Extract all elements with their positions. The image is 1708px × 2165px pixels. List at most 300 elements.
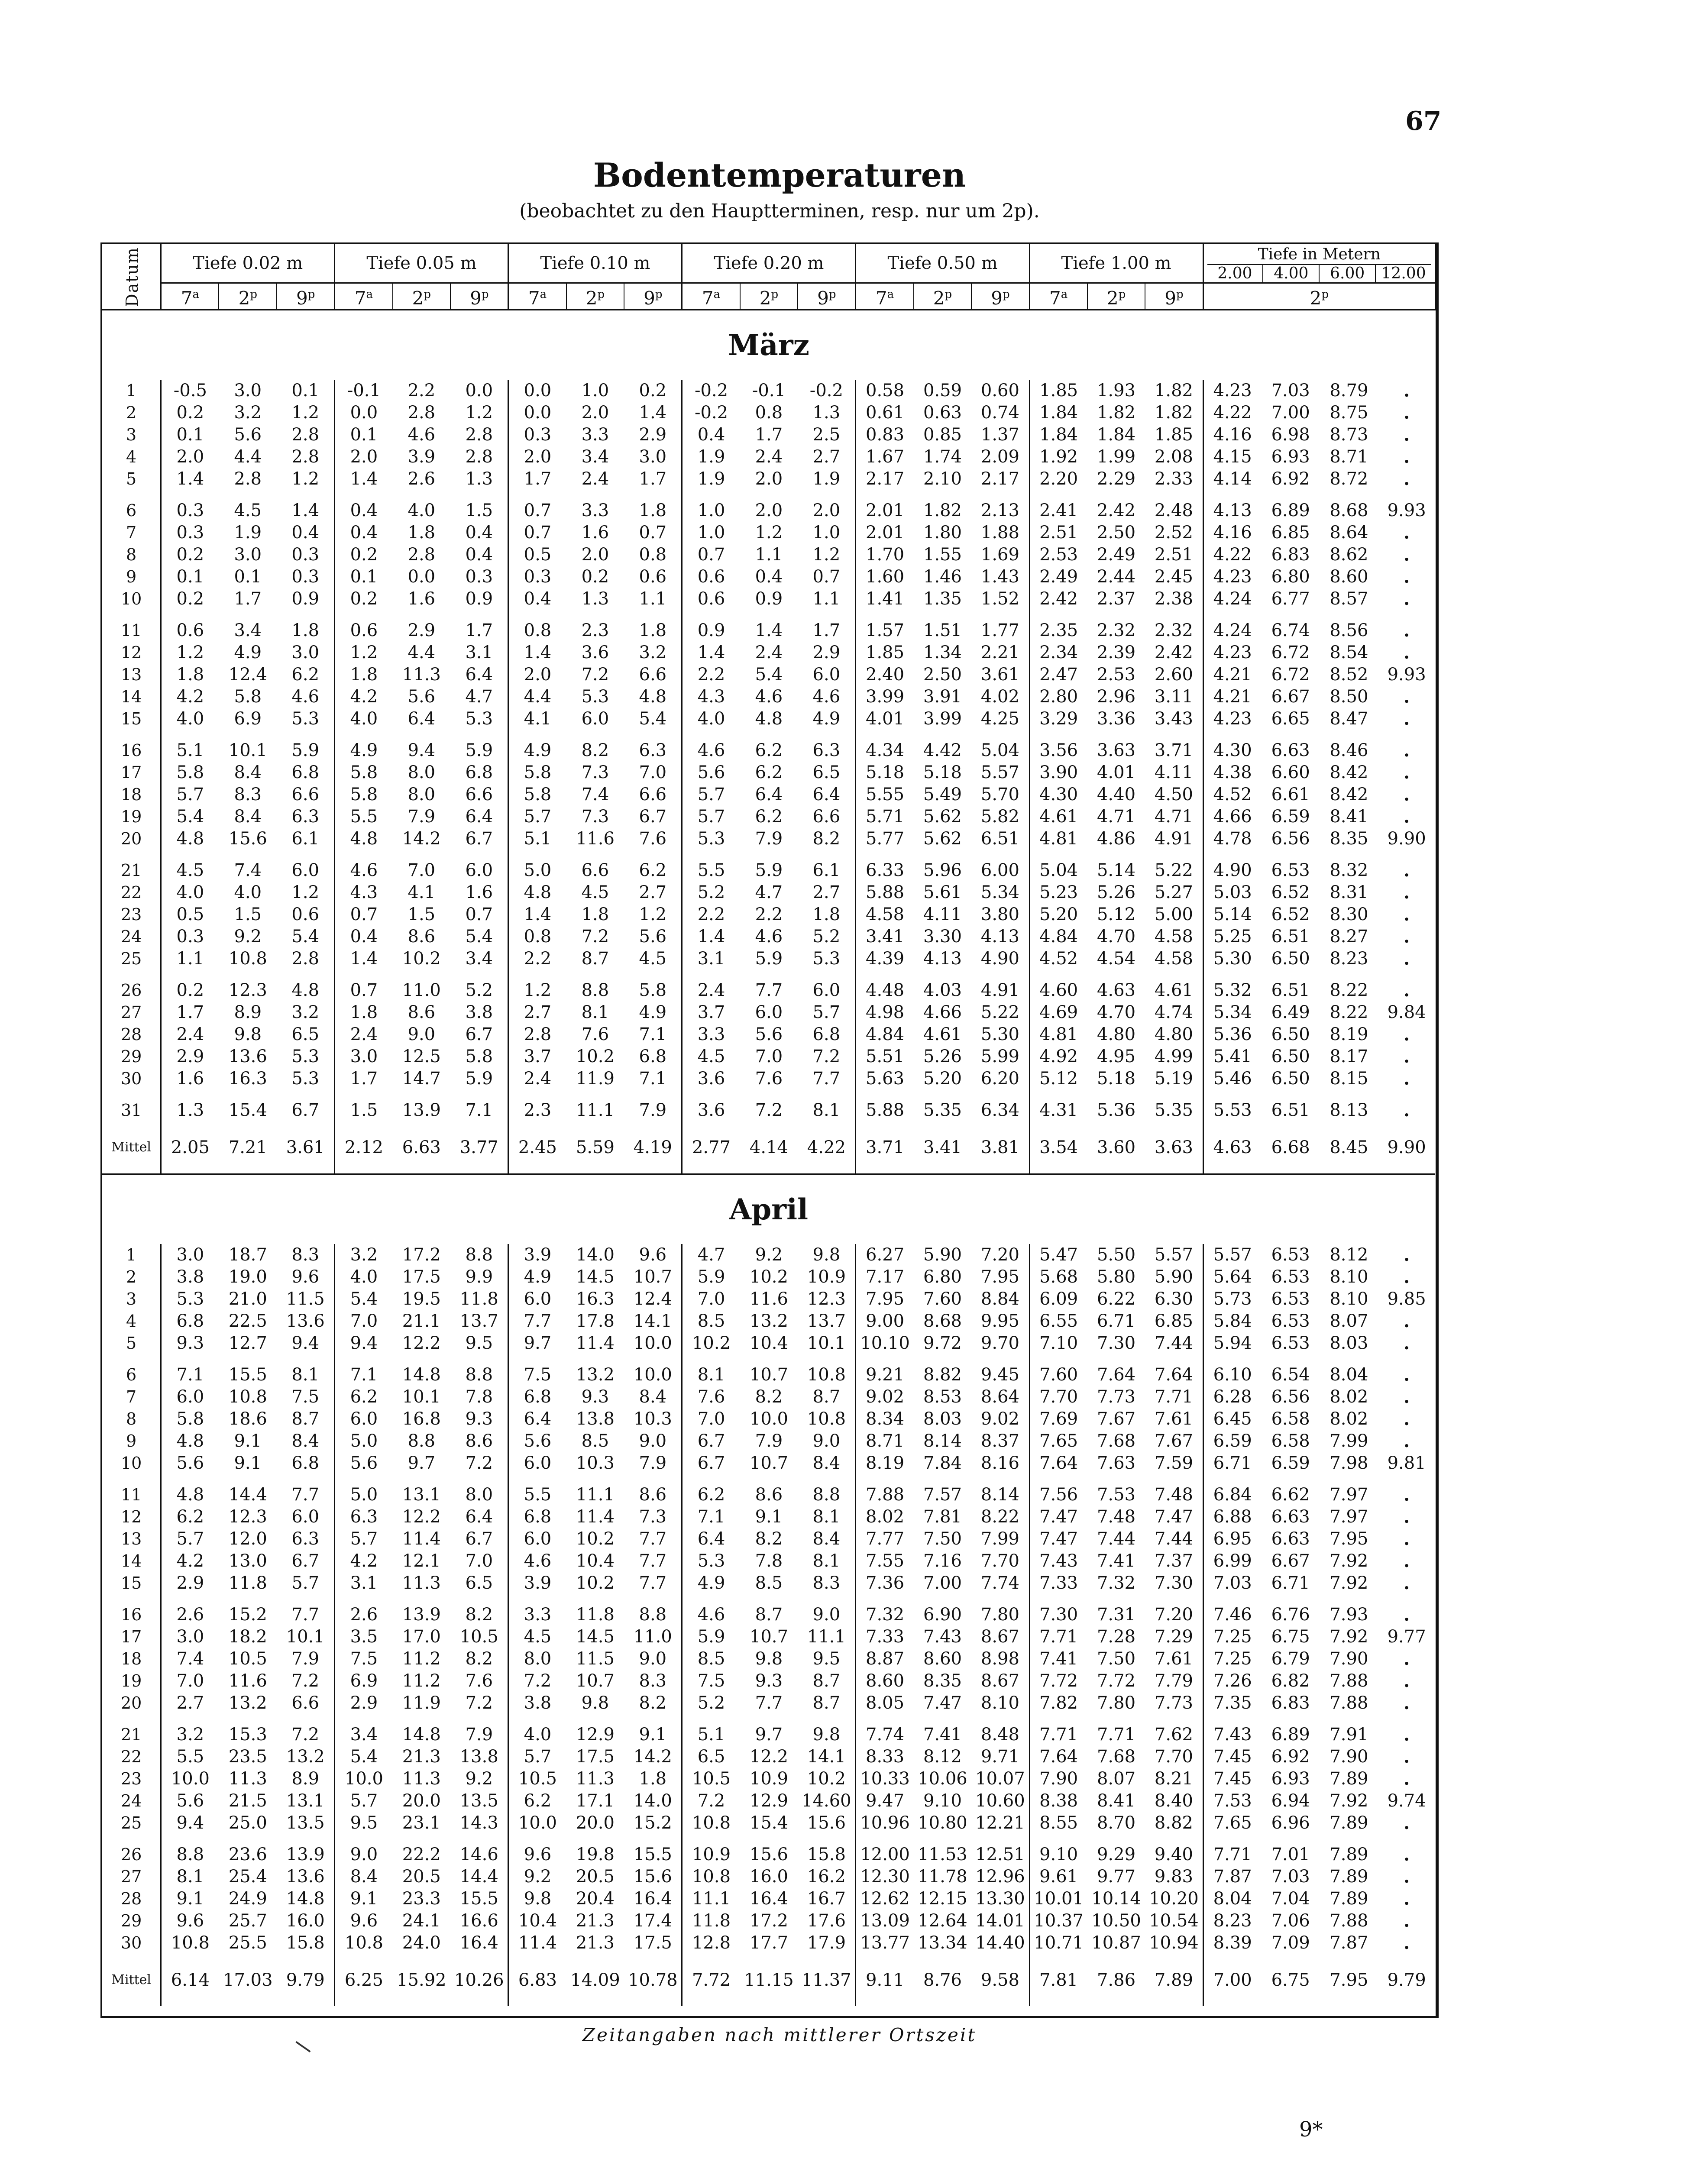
temperature-cell: 8.64 (971, 1386, 1029, 1408)
temperature-cell: 8.2 (624, 1692, 682, 1714)
temperature-cell: 6.50 (1271, 1047, 1310, 1066)
temperature-cell: 7.8 (450, 1386, 508, 1408)
temperature-cell: 1.3 (450, 468, 508, 490)
temperature-cell: 2.0 (581, 403, 609, 423)
temperature-cell: 1.55 (923, 545, 962, 565)
gap-cell (798, 610, 856, 620)
temperature-cell: 8.52 (1330, 665, 1368, 685)
gap-cell (335, 1714, 393, 1724)
day-number: 8 (102, 1408, 161, 1430)
temperature-cell: 6.8 (624, 1046, 682, 1068)
temperature-cell: 6.2 (176, 1507, 204, 1527)
table-row (102, 1288, 1435, 1310)
temperature-cell: 7.90 (1330, 1649, 1368, 1669)
gap-cell (566, 1354, 624, 1364)
gap-cell (102, 1834, 161, 1844)
temperature-cell: 14.5 (576, 1267, 615, 1287)
temperature-cell: 5.80 (1097, 1267, 1136, 1287)
gap-cell (102, 1090, 161, 1099)
temperature-cell: 3.41 (866, 927, 905, 947)
mittel-value: 6.14 (171, 1970, 210, 1990)
temperature-cell: . (1404, 1365, 1410, 1385)
temperature-cell: 8.8 (408, 1431, 436, 1451)
temperature-cell: 8.7 (798, 1670, 856, 1692)
temperature-cell: 0.6 (350, 620, 378, 640)
temperature-cell: 1.5 (450, 500, 508, 522)
temperature-cell: 10.8 (228, 949, 267, 969)
temperature-cell: 1.8 (624, 620, 682, 642)
temperature-cell: 3.36 (1097, 709, 1136, 729)
temperature-cell: 8.54 (1330, 643, 1368, 662)
temperature-cell: 1.93 (1097, 381, 1136, 401)
temperature-cell: 7.91 (1330, 1725, 1368, 1745)
temperature-cell: 17.0 (402, 1627, 441, 1647)
temperature-cell: 6.92 (1271, 1747, 1310, 1767)
mittel-value: 3.61 (277, 1121, 335, 1174)
temperature-cell: 5.6 (176, 1453, 204, 1473)
temperature-cell: 0.2 (350, 589, 378, 609)
temperature-cell: 5.5 (697, 860, 725, 880)
temperature-cell: . (1404, 882, 1410, 903)
temperature-cell: 8.5 (697, 1649, 725, 1669)
temperature-cell: 16.4 (624, 1888, 682, 1910)
temperature-cell: 7.0 (697, 1409, 725, 1429)
mittel-value: 3.41 (923, 1137, 962, 1157)
gap-cell (1262, 970, 1320, 979)
time-header-6-3: 9$^p$ (1145, 283, 1203, 310)
temperature-cell: 1.9 (697, 469, 725, 489)
temperature-cell: 1.88 (971, 522, 1029, 544)
temperature-cell: 8.70 (1097, 1813, 1136, 1833)
gap-cell (508, 970, 566, 979)
depth-header-0-20: Tiefe 0.20 m (682, 244, 856, 283)
temperature-cell: 4.21 (1213, 665, 1252, 685)
day-number: 26 (102, 979, 161, 1002)
temperature-cell: . (1404, 469, 1410, 489)
temperature-cell: 8.72 (1330, 469, 1368, 489)
temperature-cell: 2.6 (350, 1605, 378, 1625)
temperature-cell: 5.20 (923, 1069, 962, 1089)
temperature-cell: 5.3 (277, 708, 335, 730)
temperature-cell: 1.2 (450, 402, 508, 424)
temperature-cell: 5.32 (1213, 980, 1252, 1000)
temperature-cell: 6.72 (1271, 665, 1310, 685)
temperature-cell: 8.12 (1330, 1245, 1368, 1265)
temperature-cell: 3.0 (624, 446, 682, 468)
temperature-cell: . (1404, 1889, 1410, 1909)
temperature-cell: 7.64 (1039, 1453, 1078, 1473)
temperature-cell: 7.87 (1330, 1933, 1368, 1953)
temperature-cell: 6.09 (1039, 1289, 1078, 1309)
temperature-cell: 8.0 (524, 1649, 552, 1669)
mittel-value: 9.58 (971, 1954, 1029, 2006)
temperature-cell: 6.2 (624, 860, 682, 882)
temperature-cell: 2.8 (450, 424, 508, 446)
temperature-cell: 6.58 (1271, 1431, 1310, 1451)
temperature-cell: 5.53 (1213, 1100, 1252, 1120)
temperature-cell: 5.62 (923, 829, 962, 849)
temperature-cell: 4.5 (697, 1047, 725, 1066)
temperature-cell: 6.6 (624, 784, 682, 806)
temperature-cell: 7.5 (697, 1671, 725, 1691)
temperature-cell: 7.20 (1145, 1604, 1203, 1626)
temperature-cell: 6.59 (1213, 1431, 1252, 1451)
temperature-cell: 7.92 (1330, 1573, 1368, 1593)
temperature-cell: 1.0 (697, 501, 725, 520)
gap-cell (1262, 1714, 1320, 1724)
temperature-cell: 9.02 (971, 1408, 1029, 1430)
temperature-cell: 6.8 (450, 762, 508, 784)
temperature-cell: 7.70 (1145, 1746, 1203, 1768)
temperature-cell: 14.0 (624, 1790, 682, 1812)
signature-mark: 9* (1299, 2117, 1323, 2142)
temperature-cell: 0.9 (697, 620, 725, 640)
temperature-cell: 9.81 (1387, 1453, 1426, 1473)
day-number: 26 (102, 1844, 161, 1866)
temperature-cell: 6.3 (798, 740, 856, 762)
temperature-cell: 6.8 (524, 1387, 552, 1407)
temperature-cell: 19.5 (402, 1289, 441, 1309)
temperature-cell: 1.2 (524, 980, 552, 1000)
row-gap (102, 490, 1435, 500)
temperature-cell: 3.80 (971, 904, 1029, 926)
temperature-cell: 10.2 (576, 1573, 615, 1593)
temperature-cell: 1.6 (408, 589, 436, 609)
gap-cell (971, 1834, 1029, 1844)
temperature-cell: 3.9 (524, 1573, 552, 1593)
temperature-cell: 2.0 (176, 447, 204, 467)
gap-cell (1203, 1714, 1262, 1724)
temperature-cell: 0.4 (755, 567, 783, 587)
temperature-cell: 7.7 (624, 1528, 682, 1550)
gap-cell (1145, 1354, 1203, 1364)
temperature-cell: 7.09 (1271, 1933, 1310, 1953)
temperature-cell: 2.17 (866, 469, 905, 489)
gap-cell (740, 1354, 798, 1364)
temperature-cell: 8.2 (755, 1529, 783, 1549)
temperature-cell: 6.6 (277, 784, 335, 806)
temperature-cell: 10.1 (798, 1332, 856, 1354)
gap-cell (914, 850, 972, 860)
temperature-cell: 2.09 (971, 446, 1029, 468)
temperature-cell: 10.20 (1145, 1888, 1203, 1910)
day-number: 9 (102, 1430, 161, 1452)
temperature-cell: 11.4 (576, 1333, 615, 1353)
temperature-cell: 0.61 (866, 403, 905, 423)
temperature-cell: 2.45 (1145, 566, 1203, 588)
temperature-cell: 0.4 (697, 425, 725, 445)
temperature-cell: 0.4 (350, 927, 378, 947)
table-row (102, 1812, 1435, 1834)
temperature-cell: 5.12 (1097, 905, 1136, 924)
gap-cell (1262, 730, 1320, 740)
temperature-cell: 1.2 (755, 523, 783, 543)
temperature-cell: 4.0 (234, 882, 262, 902)
month-row (102, 1174, 1435, 1244)
temperature-cell: 5.3 (277, 1046, 335, 1068)
temperature-cell: 15.8 (277, 1932, 335, 1954)
temperature-cell: 25.7 (228, 1911, 267, 1931)
temperature-cell: . (1404, 1311, 1410, 1331)
temperature-cell: 4.30 (1039, 785, 1078, 805)
temperature-cell: 10.2 (692, 1333, 731, 1353)
time-header-4-2: 2$^p$ (740, 283, 798, 310)
temperature-cell: 0.74 (971, 402, 1029, 424)
temperature-cell: 4.61 (1039, 807, 1078, 827)
temperature-cell: 10.7 (624, 1266, 682, 1288)
temperature-cell: 0.0 (450, 380, 508, 402)
temperature-cell: 10.9 (749, 1769, 788, 1789)
temperature-cell: 6.61 (1271, 785, 1310, 805)
temperature-cell: 4.4 (234, 447, 262, 467)
temperature-cell: 0.2 (624, 380, 682, 402)
temperature-cell: 1.2 (277, 882, 335, 904)
temperature-cell: 7.03 (1271, 1867, 1310, 1887)
gap-cell (971, 1354, 1029, 1364)
temperature-cell: 8.38 (1039, 1791, 1078, 1811)
gap-cell (335, 1474, 393, 1484)
temperature-cell: 5.8 (450, 1046, 508, 1068)
gap-cell (508, 1594, 566, 1604)
temperature-cell: 7.62 (1145, 1724, 1203, 1746)
temperature-cell: 7.89 (1330, 1769, 1368, 1789)
temperature-cell: 13.8 (576, 1409, 615, 1429)
temperature-cell: 5.77 (866, 829, 905, 849)
temperature-cell: 1.8 (176, 665, 204, 685)
temperature-cell: 8.3 (277, 1244, 335, 1266)
temperature-cell: 7.29 (1145, 1626, 1203, 1648)
temperature-cell: 14.40 (971, 1932, 1029, 1954)
temperature-cell: 17.1 (576, 1791, 615, 1811)
temperature-cell: 7.57 (923, 1485, 962, 1505)
time-header-5-3: 9$^p$ (971, 283, 1029, 310)
temperature-cell: 1.1 (624, 588, 682, 610)
temperature-cell: 4.0 (176, 882, 204, 902)
temperature-cell: 4.13 (1213, 501, 1252, 520)
temperature-cell: 8.03 (923, 1409, 962, 1429)
temperature-cell: 9.2 (755, 1245, 783, 1265)
temperature-cell: 13.34 (918, 1933, 967, 1953)
mittel-value: 7.81 (1039, 1970, 1078, 1990)
temperature-cell: 3.3 (581, 501, 609, 520)
temperature-cell: . (1404, 1529, 1410, 1549)
temperature-cell: 5.7 (176, 785, 204, 805)
page-title: Bodentemperaturen (593, 156, 966, 194)
gap-cell (1029, 1354, 1087, 1364)
temperature-cell: 1.82 (1145, 402, 1203, 424)
temperature-cell: 6.34 (971, 1099, 1029, 1121)
temperature-cell: 5.4 (176, 807, 204, 827)
temperature-cell: 4.11 (1145, 762, 1203, 784)
temperature-cell: 6.5 (277, 1024, 335, 1046)
temperature-cell: 4.66 (923, 1002, 962, 1022)
temperature-cell: 6.49 (1271, 1002, 1310, 1022)
temperature-cell: 2.60 (1145, 664, 1203, 686)
temperature-cell: 7.99 (971, 1528, 1029, 1550)
temperature-cell: 4.61 (1145, 979, 1203, 1002)
datum-header: Datum (102, 244, 161, 310)
temperature-cell: 6.51 (1271, 1100, 1310, 1120)
day-number: 4 (102, 446, 161, 468)
temperature-cell: 4.58 (866, 905, 905, 924)
gap-cell (508, 1714, 566, 1724)
gap-cell (682, 1714, 740, 1724)
table-row (102, 1332, 1435, 1354)
gap-cell (335, 610, 393, 620)
gap-cell (1087, 1090, 1145, 1099)
time-header-6-1: 7$^a$ (1029, 283, 1087, 310)
temperature-cell: 8.8 (624, 1604, 682, 1626)
temperature-cell: 4.78 (1213, 829, 1252, 849)
temperature-cell: 1.4 (697, 927, 725, 947)
temperature-cell: 7.53 (1213, 1791, 1252, 1811)
table-row (102, 1408, 1435, 1430)
temperature-cell: 7.00 (1271, 403, 1310, 423)
day-number: 11 (102, 1484, 161, 1506)
gap-cell (508, 1834, 566, 1844)
temperature-cell: 6.79 (1271, 1649, 1310, 1669)
temperature-cell: 6.71 (1097, 1311, 1136, 1331)
temperature-cell: 8.22 (1330, 1002, 1368, 1022)
depth-header-0-05: Tiefe 0.05 m (335, 244, 508, 283)
temperature-cell: 12.3 (798, 1288, 856, 1310)
temperature-cell: 10.3 (624, 1408, 682, 1430)
temperature-cell: 1.0 (798, 522, 856, 544)
temperature-cell: 12.2 (402, 1333, 441, 1353)
temperature-cell: 8.03 (1330, 1333, 1368, 1353)
temperature-cell: 6.8 (277, 762, 335, 784)
day-number: 7 (102, 1386, 161, 1408)
temperature-cell: 5.3 (450, 708, 508, 730)
time-header-6-2: 2$^p$ (1087, 283, 1145, 310)
temperature-cell: 1.4 (350, 469, 378, 489)
temperature-cell: 4.81 (1039, 829, 1078, 849)
temperature-cell: 5.36 (1213, 1024, 1252, 1044)
temperature-cell: 6.53 (1271, 1311, 1310, 1331)
temperature-cell: 7.70 (1039, 1387, 1078, 1407)
temperature-cell: 14.7 (402, 1069, 441, 1089)
temperature-cell: 9.90 (1387, 829, 1426, 849)
temperature-cell: 10.7 (749, 1365, 788, 1385)
gap-cell (161, 970, 219, 979)
temperature-cell: 8.60 (866, 1671, 905, 1691)
day-number: 15 (102, 708, 161, 730)
temperature-cell: 9.5 (350, 1813, 378, 1833)
temperature-cell: 0.1 (234, 567, 262, 587)
temperature-cell: 6.51 (1271, 980, 1310, 1000)
gap-cell (856, 1594, 914, 1604)
gap-cell (682, 970, 740, 979)
temperature-cell: 8.2 (755, 1387, 783, 1407)
temperature-cell: 8.48 (971, 1724, 1029, 1746)
temperature-cell: 11.2 (402, 1649, 441, 1669)
temperature-cell: . (1404, 1024, 1410, 1045)
temperature-cell: 2.8 (234, 469, 262, 489)
temperature-cell: 7.50 (1097, 1649, 1136, 1669)
gap-cell (856, 1714, 914, 1724)
temperature-cell: 1.52 (971, 588, 1029, 610)
gap-cell (1087, 490, 1145, 500)
temperature-cell: 10.7 (749, 1453, 788, 1473)
temperature-cell: 0.58 (866, 381, 905, 401)
temperature-cell: 6.2 (755, 807, 783, 827)
mittel-value: 9.79 (1387, 1970, 1426, 1990)
temperature-cell: 8.98 (971, 1648, 1029, 1670)
temperature-cell: 0.8 (524, 927, 552, 947)
temperature-cell: 10.06 (918, 1769, 967, 1789)
temperature-cell: 9.83 (1145, 1866, 1203, 1888)
temperature-cell: 10.8 (798, 1364, 856, 1386)
temperature-cell: 9.77 (1387, 1627, 1426, 1647)
temperature-cell: 7.9 (624, 1452, 682, 1474)
temperature-cell: 6.63 (1271, 740, 1310, 760)
gap-cell (1145, 1594, 1203, 1604)
gap-cell (450, 1834, 508, 1844)
temperature-cell: 2.13 (971, 500, 1029, 522)
temperature-cell: 10.07 (971, 1768, 1029, 1790)
time-header-2-3: 9$^p$ (450, 283, 508, 310)
temperature-cell: 8.17 (1330, 1047, 1368, 1066)
gap-cell (508, 1354, 566, 1364)
temperature-cell: 4.66 (1213, 807, 1252, 827)
temperature-cell: 0.9 (277, 588, 335, 610)
temperature-cell: 6.5 (697, 1747, 725, 1767)
temperature-cell: 9.71 (971, 1746, 1029, 1768)
temperature-cell: 8.04 (1213, 1889, 1252, 1909)
temperature-cell: 6.0 (350, 1409, 378, 1429)
gap-cell (393, 1594, 451, 1604)
temperature-cell: 19.8 (576, 1845, 615, 1864)
temperature-cell: 11.0 (624, 1626, 682, 1648)
temperature-cell: 10.8 (344, 1933, 383, 1953)
temperature-cell: 2.48 (1145, 500, 1203, 522)
temperature-cell: 18.2 (228, 1627, 267, 1647)
temperature-cell: 5.55 (866, 785, 905, 805)
temperature-cell: 7.88 (1330, 1671, 1368, 1691)
temperature-cell: 7.48 (1145, 1484, 1203, 1506)
temperature-cell: 6.93 (1271, 1769, 1310, 1789)
temperature-cell: 3.71 (1145, 740, 1203, 762)
temperature-cell: -0.2 (694, 403, 728, 423)
temperature-cell: 9.72 (923, 1333, 962, 1353)
temperature-cell: 5.5 (350, 807, 378, 827)
temperature-cell: 7.93 (1330, 1605, 1368, 1625)
gap-cell (1145, 1714, 1203, 1724)
temperature-cell: 12.9 (576, 1725, 615, 1745)
temperature-cell: 5.2 (798, 926, 856, 948)
temperature-cell: 7.82 (1039, 1693, 1078, 1713)
temperature-cell: 10.01 (1034, 1889, 1084, 1909)
temperature-cell: 2.96 (1097, 687, 1136, 707)
temperature-cell: 5.7 (524, 1747, 552, 1767)
temperature-cell: 6.5 (798, 762, 856, 784)
temperature-cell: 13.8 (450, 1746, 508, 1768)
temperature-cell: 13.5 (450, 1790, 508, 1812)
temperature-cell: 7.30 (1097, 1333, 1136, 1353)
mittel-value: 9.79 (277, 1954, 335, 2006)
temperature-cell: 1.43 (971, 566, 1029, 588)
temperature-cell: 0.6 (697, 567, 725, 587)
temperature-cell: 2.39 (1097, 643, 1136, 662)
gap-cell (393, 1354, 451, 1364)
temperature-cell: . (1404, 905, 1410, 925)
temperature-cell: 19.0 (228, 1267, 267, 1287)
temperature-cell: 7.2 (697, 1791, 725, 1811)
temperature-cell: 6.8 (798, 1024, 856, 1046)
temperature-cell: 0.5 (524, 545, 552, 565)
temperature-cell: 0.2 (176, 589, 204, 609)
temperature-cell: 14.2 (624, 1746, 682, 1768)
